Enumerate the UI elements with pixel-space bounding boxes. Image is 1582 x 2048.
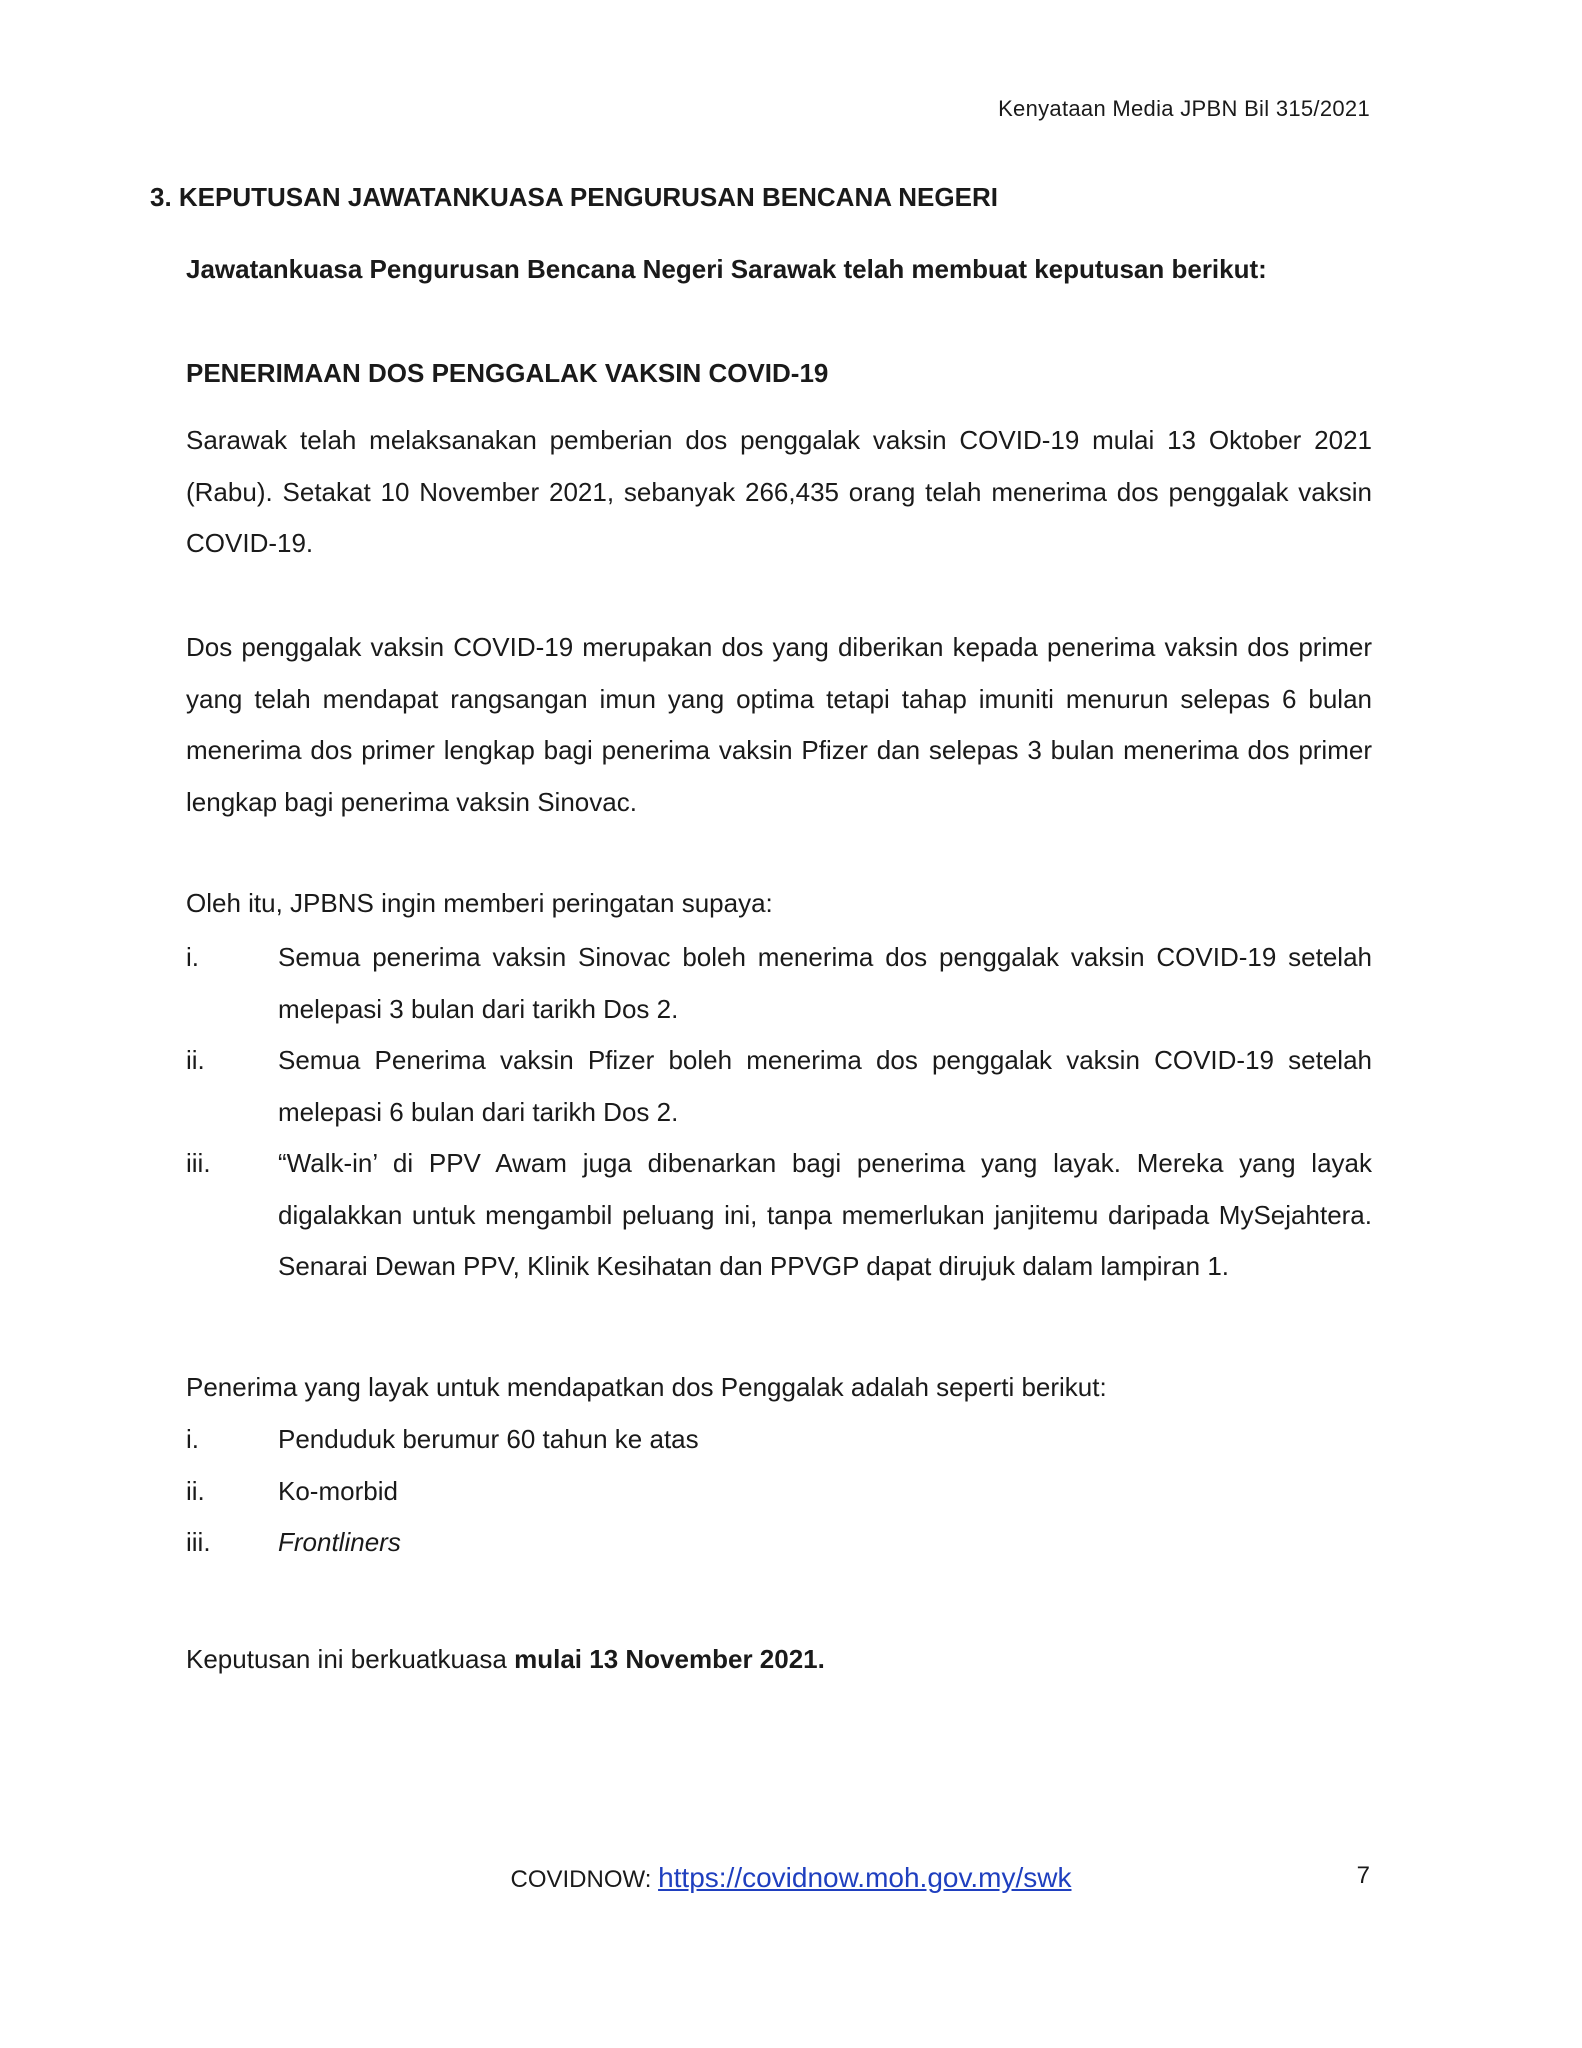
effective-date-prefix: Keputusan ini berkuatkuasa <box>186 1644 515 1674</box>
list-marker: i. <box>186 1424 199 1454</box>
paragraph-booster-status: Sarawak telah melaksanakan pemberian dos penggalak vaksin COVID-19 mulai 13 Oktober 2021 (Rabu). Setakat 10 November 2021, sebanyak 266,435 orang telah menerima dos penggalak vaksin COVID-19. <box>186 425 1372 558</box>
list-item <box>186 1466 1372 1518</box>
page-number: 7 <box>1356 1862 1370 1889</box>
list-item-text: Semua penerima vaksin Sinovac boleh menerima dos penggalak vaksin COVID-19 setelah melepasi 3 bulan dari tarikh Dos 2. <box>278 942 1372 1024</box>
list-item-text: Semua Penerima vaksin Pfizer boleh menerima dos penggalak vaksin COVID-19 setelah melepasi 6 bulan dari tarikh Dos 2. <box>278 1045 1372 1127</box>
effective-date: mulai 13 November 2021. <box>514 1644 825 1674</box>
list-item-text: Ko-morbid <box>278 1475 398 1506</box>
list-marker: ii. <box>186 1045 205 1075</box>
list-marker: iii. <box>186 1527 211 1557</box>
footer-label: COVIDNOW: <box>510 1866 659 1893</box>
list-item <box>186 1517 1372 1569</box>
list-item-text: Frontliners <box>278 1527 401 1557</box>
list-marker: iii. <box>186 1148 211 1178</box>
list-marker: i. <box>186 942 199 972</box>
paragraph-eligibility-intro: Penerima yang layak untuk mendapatkan dos Penggalak adalah seperti berikut: <box>186 1372 1107 1402</box>
list-item <box>186 1035 1372 1138</box>
list-item <box>186 932 1372 1035</box>
list-item <box>186 1138 1372 1293</box>
paragraph-booster-explanation: Dos penggalak vaksin COVID-19 merupakan dos yang diberikan kepada penerima vaksin dos primer yang telah mendapat rangsangan imun yang optima tetapi tahap imuniti menurun selepas 6 bulan menerima dos primer lengkap bagi penerima vaksin Pfizer dan selepas 3 bulan menerima dos primer lengkap bagi penerima vaksin Sinovac. <box>186 632 1372 817</box>
section-heading: 3. KEPUTUSAN JAWATANKUASA PENGURUSAN BENCANA NEGERI <box>150 182 998 212</box>
subheading: PENERIMAAN DOS PENGGALAK VAKSIN COVID-19 <box>186 358 829 388</box>
eligible-list <box>186 1414 1372 1569</box>
list-item-text: Penduduk berumur 60 tahun ke atas <box>278 1424 699 1454</box>
paragraph-effective-date <box>186 1634 1372 1686</box>
covidnow-link[interactable]: https://covidnow.moh.gov.my/swk <box>658 1862 1072 1893</box>
footer <box>0 1862 1582 1894</box>
list-item <box>186 1414 1372 1466</box>
reminder-list <box>186 932 1372 1293</box>
list-marker: ii. <box>186 1475 205 1506</box>
list-item-text: “Walk-in’ di PPV Awam juga dibenarkan bagi penerima yang layak. Mereka yang layak digalakkan untuk mengambil peluang ini, tanpa memerlukan janjitemu daripada MySejahtera. Senarai Dewan PPV, Klinik Kesihatan dan PPVGP dapat dirujuk dalam lampiran 1. <box>278 1148 1372 1281</box>
intro-statement: Jawatankuasa Pengurusan Bencana Negeri Sarawak telah membuat keputusan berikut: <box>186 254 1267 284</box>
paragraph-reminder-intro: Oleh itu, JPBNS ingin memberi peringatan supaya: <box>186 888 773 918</box>
document-reference: Kenyataan Media JPBN Bil 315/2021 <box>998 96 1370 121</box>
